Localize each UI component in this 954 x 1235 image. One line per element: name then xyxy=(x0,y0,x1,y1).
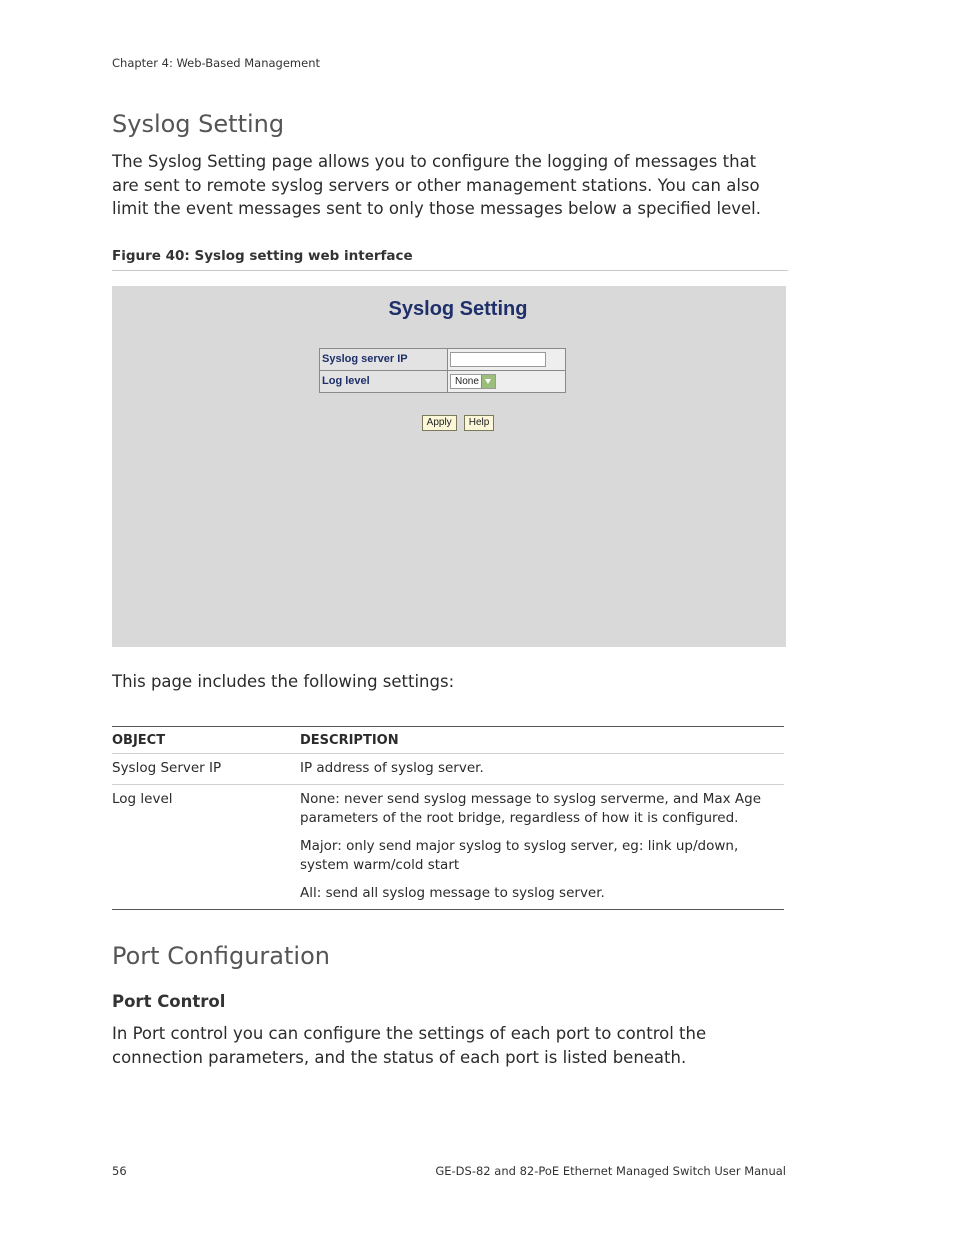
page-number: 56 xyxy=(112,1164,127,1178)
description-line: None: never send syslog message to syslog serverme, and Max Age parameters of the root bridge, regardless of how it is configured. xyxy=(300,791,762,826)
syslog-web-interface-screenshot xyxy=(112,286,786,647)
form-buttons xyxy=(112,410,786,431)
log-level-row xyxy=(320,370,565,392)
log-level-label: Log level xyxy=(320,371,448,392)
apply-button[interactable]: Apply xyxy=(422,415,457,431)
subsection-title-port-control: Port Control xyxy=(112,992,226,1011)
chevron-down-icon[interactable] xyxy=(481,375,495,388)
row-description xyxy=(300,785,784,910)
table-row xyxy=(112,785,784,910)
port-control-body: In Port control you can configure the settings of each port to control the connection parameters, and the status of each port is listed beneath. xyxy=(112,1024,707,1067)
table-header-row xyxy=(112,727,784,754)
syslog-intro: The Syslog Setting page allows you to configure the logging of messages that are sent to remote syslog servers or other management stations. You can also limit the event messages sent to only those messages below a specified level. xyxy=(112,152,762,218)
header-description: DESCRIPTION xyxy=(300,727,784,754)
manual-title: GE-DS-82 and 82-PoE Ethernet Managed Switch User Manual xyxy=(435,1164,786,1178)
chapter-header: Chapter 4: Web-Based Management xyxy=(112,56,321,70)
table-row xyxy=(112,754,784,785)
description-line: IP address of syslog server. xyxy=(300,760,484,776)
description-line: All: send all syslog message to syslog server. xyxy=(300,885,605,901)
log-level-select[interactable] xyxy=(450,374,496,389)
figure-caption: Figure 40: Syslog setting web interface xyxy=(112,248,413,264)
server-ip-cell xyxy=(448,349,565,370)
description-line: Major: only send major syslog to syslog server, eg: link up/down, system warm/cold start xyxy=(300,838,739,873)
server-ip-label: Syslog server IP xyxy=(320,349,448,370)
log-level-cell xyxy=(448,371,565,392)
section-title-port-configuration: Port Configuration xyxy=(112,942,330,970)
row-object: Log level xyxy=(112,785,300,910)
settings-intro: This page includes the following settings: xyxy=(112,672,455,691)
help-button[interactable]: Help xyxy=(464,415,495,431)
row-object: Syslog Server IP xyxy=(112,754,300,785)
web-page-title: Syslog Setting xyxy=(388,298,528,320)
log-level-selected-value: None xyxy=(455,376,479,387)
server-ip-input[interactable] xyxy=(450,352,546,367)
syslog-form xyxy=(319,348,566,393)
section-title-syslog: Syslog Setting xyxy=(112,110,285,138)
server-ip-row xyxy=(320,349,565,370)
caption-divider xyxy=(112,270,788,271)
row-description xyxy=(300,754,784,785)
header-object: OBJECT xyxy=(112,727,300,754)
settings-table xyxy=(112,726,784,910)
